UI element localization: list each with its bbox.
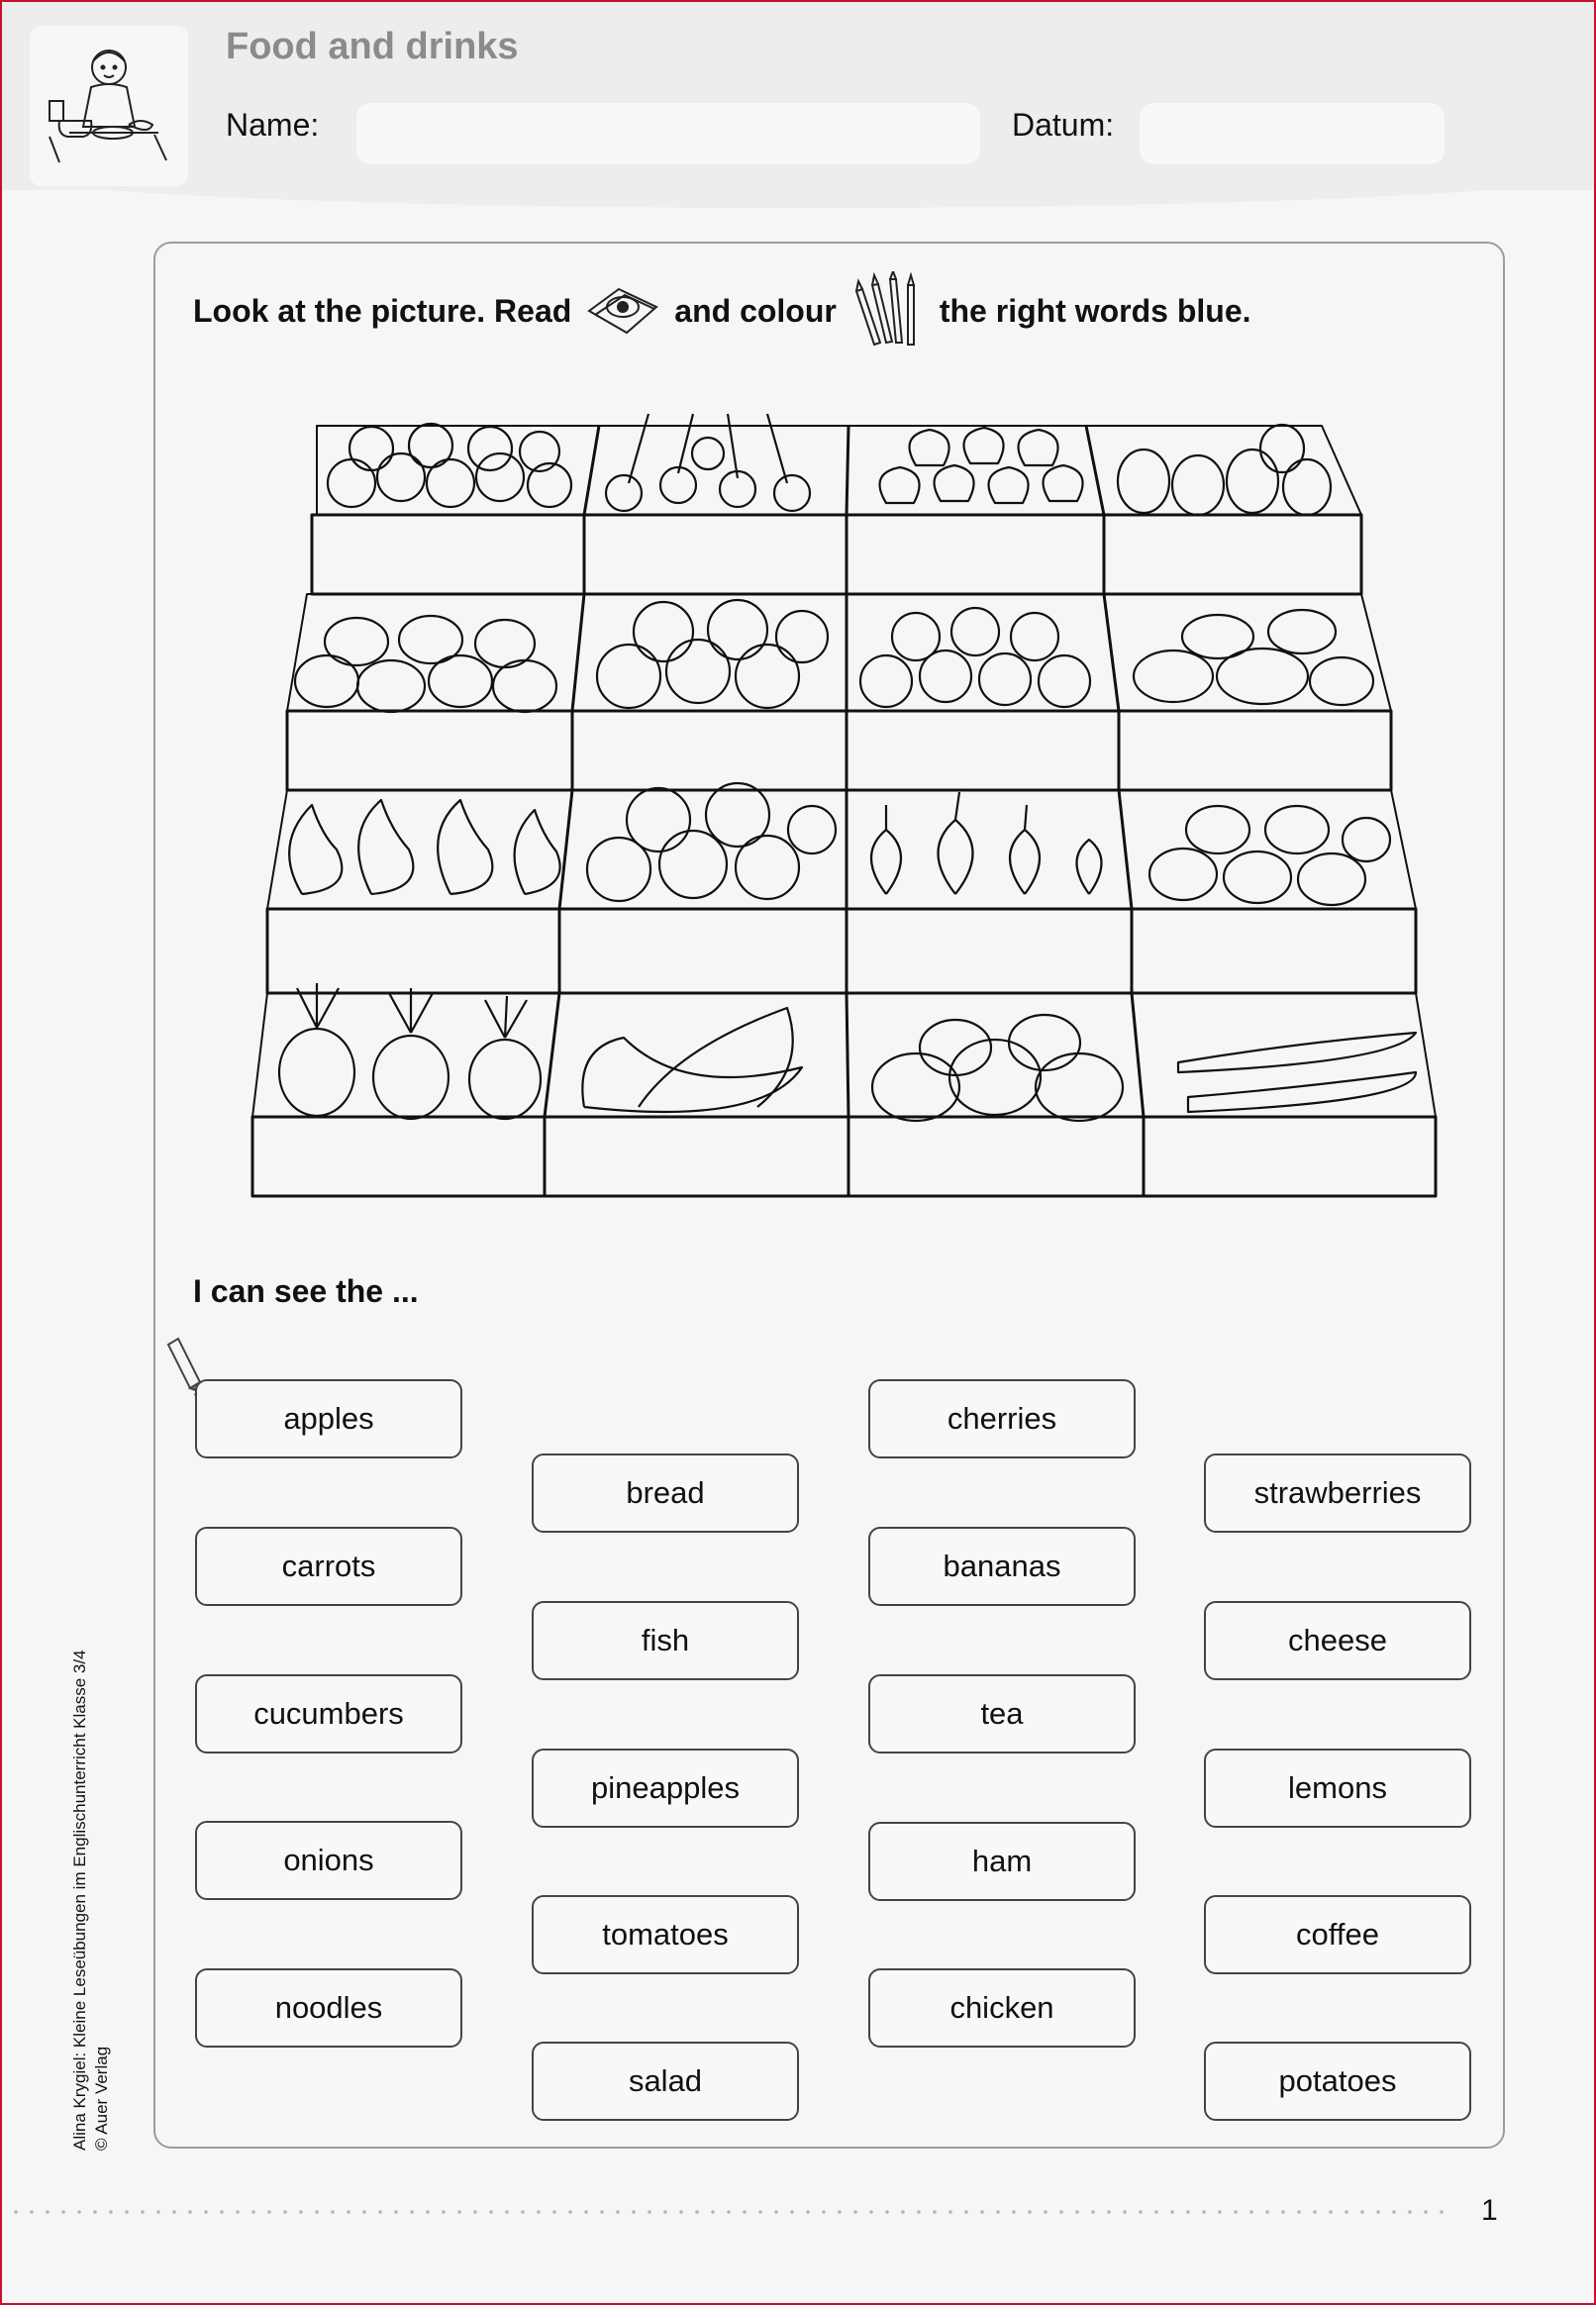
word-box-carrots[interactable]: carrots: [195, 1527, 462, 1606]
page-number: 1: [1481, 2194, 1498, 2227]
instruction-part-3: the right words blue.: [939, 292, 1251, 329]
dotted-divider: [8, 2210, 1453, 2214]
instruction-part-2: and colour: [674, 292, 837, 329]
word-box-onions[interactable]: onions: [195, 1821, 462, 1900]
word-box-strawberries[interactable]: strawberries: [1204, 1453, 1471, 1533]
credit-author: Alina Krygiel: Kleine Leseübungen im Englischunterricht Klasse 3/4: [70, 1650, 89, 2151]
word-box-noodles[interactable]: noodles: [195, 1968, 462, 2048]
subheading: I can see the ...: [193, 1273, 419, 1309]
word-box-tea[interactable]: tea: [868, 1674, 1136, 1754]
word-box-cheese[interactable]: cheese: [1204, 1601, 1471, 1680]
word-box-apples[interactable]: apples: [195, 1379, 462, 1458]
eye-reading-icon: [583, 281, 662, 341]
boy-eating-icon: [30, 26, 188, 186]
instruction-part-1: Look at the picture. Read: [193, 292, 572, 329]
side-credit: [69, 1650, 113, 2151]
instruction: [193, 271, 1251, 351]
credit-publisher: © Auer Verlag: [92, 2046, 111, 2151]
word-box-cucumbers[interactable]: cucumbers: [195, 1674, 462, 1754]
word-box-potatoes[interactable]: potatoes: [1204, 2042, 1471, 2121]
word-box-salad[interactable]: salad: [532, 2042, 799, 2121]
market-stall-illustration: [243, 394, 1441, 1211]
word-box-pineapples[interactable]: pineapples: [532, 1749, 799, 1828]
name-label: Name:: [226, 107, 320, 143]
word-box-cherries[interactable]: cherries: [868, 1379, 1136, 1458]
word-box-bread[interactable]: bread: [532, 1453, 799, 1533]
word-box-chicken[interactable]: chicken: [868, 1968, 1136, 2048]
crayons-icon: [848, 271, 928, 351]
word-box-ham[interactable]: ham: [868, 1822, 1136, 1901]
date-field[interactable]: [1140, 103, 1445, 164]
word-box-fish[interactable]: fish: [532, 1601, 799, 1680]
name-field[interactable]: [356, 103, 980, 164]
word-box-bananas[interactable]: bananas: [868, 1527, 1136, 1606]
word-box-coffee[interactable]: coffee: [1204, 1895, 1471, 1974]
word-box-tomatoes[interactable]: tomatoes: [532, 1895, 799, 1974]
page-title: Food and drinks: [226, 26, 519, 67]
word-box-lemons[interactable]: lemons: [1204, 1749, 1471, 1828]
date-label: Datum:: [1012, 107, 1115, 143]
